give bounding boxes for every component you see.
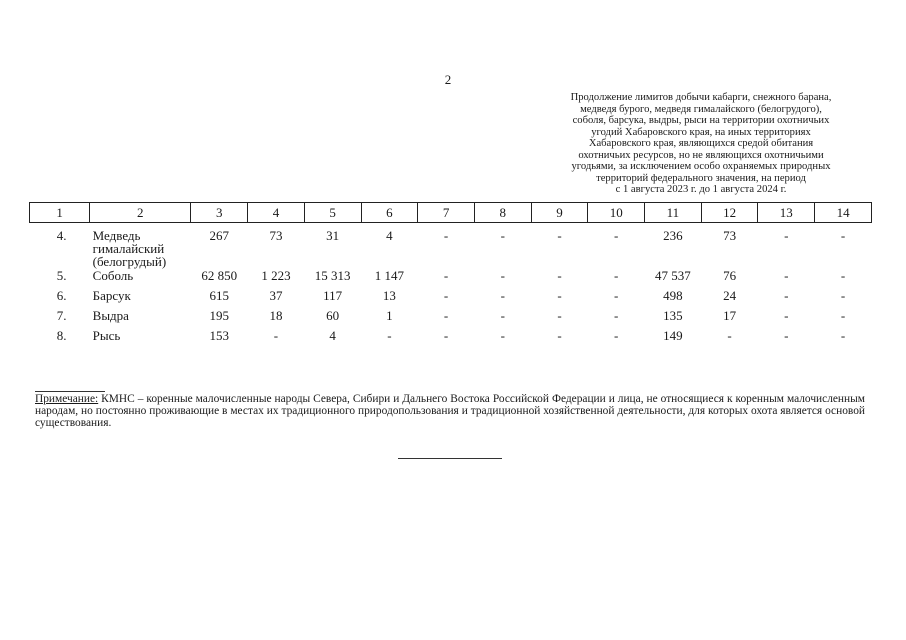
table-cell: 31: [326, 228, 340, 243]
column-number-header: 3: [191, 203, 248, 223]
table-cell: 1 147: [374, 268, 404, 283]
table-cell: -: [500, 268, 505, 283]
column-number-header: 8: [474, 203, 531, 223]
table-cell: -: [840, 308, 846, 323]
table-cell: -: [557, 308, 562, 323]
table-cell: 15 313: [314, 268, 351, 283]
table-cell: -: [500, 308, 505, 323]
species-name: [90, 223, 191, 270]
table-cell: -: [443, 268, 449, 283]
table-cell: -: [443, 328, 449, 343]
table-cell: -: [727, 328, 732, 343]
table-cell: 24: [723, 288, 737, 303]
column-number-header: 14: [815, 203, 872, 223]
table-cell: -: [443, 308, 449, 323]
column-number-header: 11: [645, 203, 702, 223]
table-cell: 267: [209, 228, 230, 243]
table-cell: -: [443, 288, 449, 303]
species-name-line: Рысь: [92, 328, 121, 343]
table-cell: -: [614, 268, 619, 283]
table-cell: 13: [382, 288, 396, 303]
table-cell: 4: [329, 328, 336, 343]
table-cell: -: [614, 228, 619, 243]
table-cell: -: [840, 288, 846, 303]
table-cell: -: [557, 328, 562, 343]
table-cell: -: [387, 328, 392, 343]
column-number-header: 2: [90, 203, 191, 223]
table-row: [30, 269, 872, 289]
heading-line: медведя бурого, медведя гималайского (белогрудого),: [580, 103, 822, 115]
table-cell: 615: [209, 288, 230, 303]
row-number: 8.: [56, 328, 67, 343]
table-row: [30, 309, 872, 329]
row-number: 6.: [56, 288, 67, 303]
table-cell: 47 537: [655, 268, 691, 283]
table-cell: -: [557, 288, 562, 303]
heading-line: угодьями, за исключением особо охраняемых природных: [571, 161, 831, 172]
column-number-header: 10: [588, 203, 645, 223]
species-name: [90, 309, 191, 329]
table-cell: 195: [209, 308, 230, 323]
table-cell: 17: [723, 308, 737, 323]
heading-line: территорий федерального значения, на период: [596, 172, 806, 184]
page-number: 2: [444, 72, 452, 87]
table-header-row: [30, 203, 872, 223]
heading-line: угодий Хабаровского края, на иных территориях: [591, 126, 811, 138]
footnote-divider: [35, 391, 105, 392]
column-number-header: 4: [248, 203, 305, 223]
column-number-header: 7: [418, 203, 475, 223]
species-name: [90, 289, 191, 309]
table-cell: 1: [386, 308, 393, 323]
table-cell: -: [557, 228, 562, 243]
table-cell: -: [614, 308, 619, 323]
table-cell: 73: [269, 228, 283, 243]
table-row: [30, 289, 872, 309]
table-cell: -: [557, 268, 562, 283]
heading-line: с 1 августа 2023 г. до 1 августа 2024 г.: [615, 184, 787, 195]
table-cell: -: [784, 328, 789, 343]
table-cell: -: [273, 328, 279, 343]
document-heading: [535, 92, 867, 196]
footnote: [35, 393, 865, 429]
column-number-header: 1: [30, 203, 90, 223]
table-cell: 62 850: [201, 268, 238, 283]
table-cell: 1 223: [261, 268, 291, 283]
species-name-line: гималайский: [92, 241, 165, 256]
table-cell: -: [784, 268, 789, 283]
heading-line: охотничьих ресурсов, но не являющихся охотничьими: [578, 149, 824, 161]
footnote-label: Примечание:: [35, 393, 99, 405]
table-cell: 76: [723, 268, 737, 283]
heading-line: Хабаровского края, являющихся средой обитания: [588, 138, 814, 149]
row-number: 5.: [56, 268, 67, 283]
species-name-line: Барсук: [92, 288, 131, 303]
species-name-line: Соболь: [92, 268, 134, 283]
table-cell: 135: [663, 308, 683, 323]
column-number-header: 13: [758, 203, 815, 223]
species-name: [90, 329, 191, 349]
column-number-header: 5: [304, 203, 361, 223]
table-cell: 18: [269, 308, 283, 323]
species-name-line: Выдра: [92, 308, 129, 323]
heading-line: соболя, барсука, выдры, рыси на территории охотничьих: [572, 115, 830, 126]
table-row: [30, 329, 872, 349]
table-row: [30, 223, 872, 270]
species-name-line: (белогрудый): [92, 254, 167, 269]
species-name-line: Медведь: [92, 228, 141, 243]
footnote-text: КМНС – коренные малочисленные народы Севера, Сибири и Дальнего Востока Российской Федерации и лица, не относящиеся к коренным малочисленным народам, но постоянно проживающие в местах их традиционного природопользования и традиционной хозяйственной деятельности, для которых охота является основой существования.: [35, 393, 865, 429]
table-cell: -: [840, 328, 846, 343]
table-cell: 117: [323, 288, 343, 303]
table-cell: 498: [663, 288, 683, 303]
table-cell: -: [500, 228, 505, 243]
table-cell: 153: [209, 328, 230, 343]
table-cell: -: [784, 308, 789, 323]
table-cell: 60: [326, 308, 340, 323]
table-cell: -: [443, 228, 449, 243]
species-name: [90, 269, 191, 289]
table-cell: -: [840, 228, 846, 243]
table-cell: -: [784, 228, 789, 243]
table-cell: 149: [663, 328, 683, 343]
end-of-document-rule: [398, 458, 502, 459]
table-cell: -: [500, 328, 505, 343]
row-number: 4.: [56, 228, 67, 243]
table-cell: 73: [723, 228, 737, 243]
table-cell: -: [614, 288, 619, 303]
table-cell: -: [784, 288, 789, 303]
column-number-header: 9: [531, 203, 588, 223]
row-number: 7.: [56, 308, 67, 323]
table-cell: 236: [663, 228, 683, 243]
table-cell: -: [840, 268, 846, 283]
table-cell: -: [500, 288, 505, 303]
table-cell: 37: [269, 288, 283, 303]
limits-table: [29, 202, 872, 349]
column-number-header: 6: [361, 203, 418, 223]
table-cell: 4: [386, 228, 393, 243]
table-cell: -: [614, 328, 619, 343]
column-number-header: 12: [701, 203, 758, 223]
heading-line: Продолжение лимитов добычи кабарги, снежного барана,: [570, 92, 832, 103]
